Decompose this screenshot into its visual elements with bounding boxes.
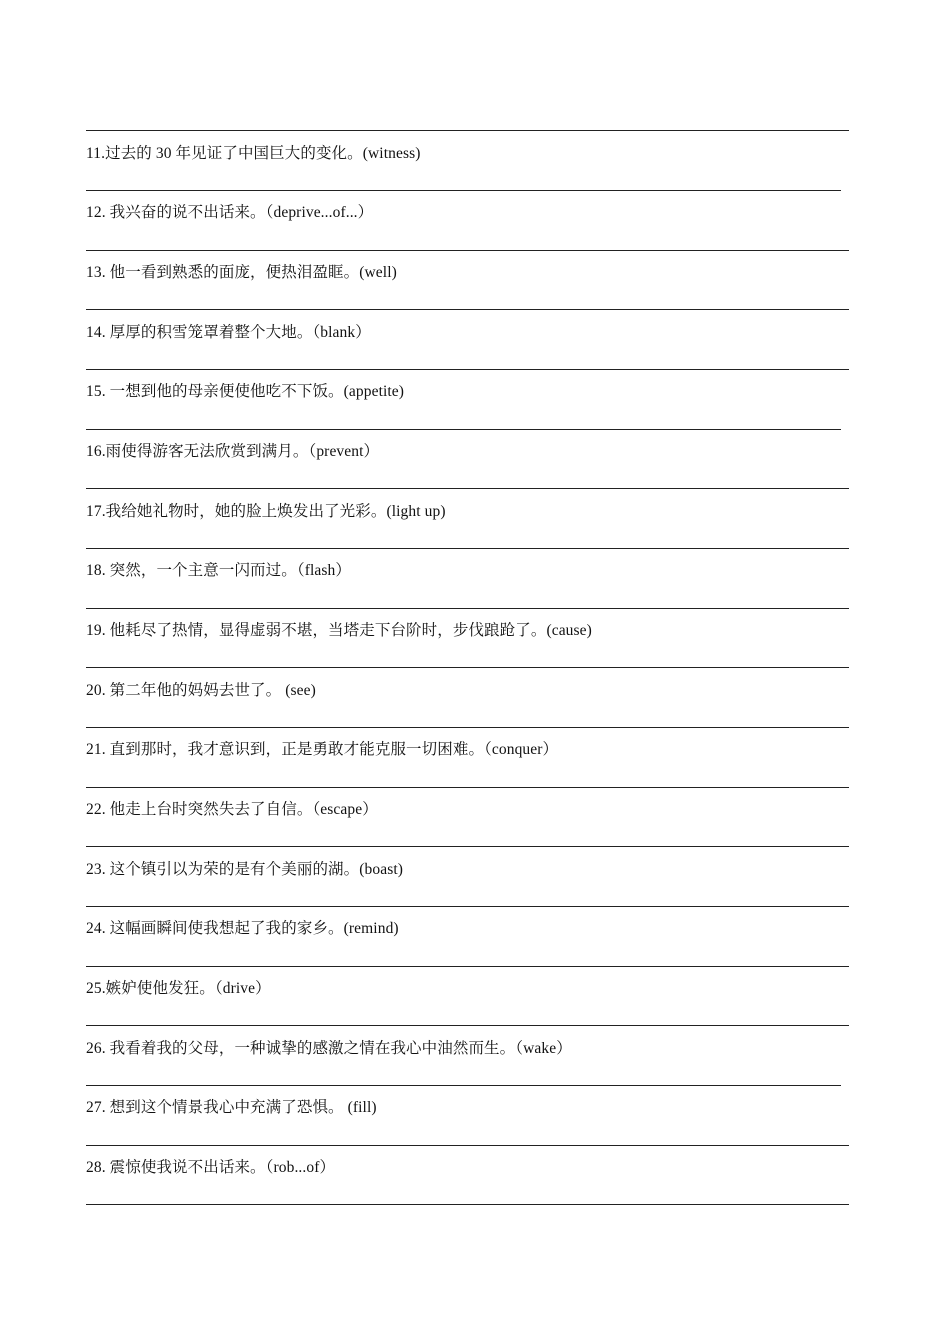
question-20: 20. 第二年他的妈妈去世了。 (see)	[86, 682, 316, 699]
answer-line	[86, 906, 849, 907]
answer-line	[86, 488, 849, 489]
answer-line	[86, 667, 849, 668]
question-19: 19. 他耗尽了热情，显得虚弱不堪，当塔走下台阶时，步伐踉跄了。(cause)	[86, 622, 592, 639]
question-16: 16.雨使得游客无法欣赏到满月。（prevent）	[86, 443, 380, 460]
question-28: 28. 震惊使我说不出话来。（rob...of）	[86, 1159, 336, 1176]
question-13: 13. 他一看到熟悉的面庞，便热泪盈眶。(well)	[86, 264, 397, 281]
answer-line	[86, 548, 849, 549]
answer-line	[86, 1025, 849, 1026]
answer-line	[86, 429, 841, 430]
answer-line	[86, 608, 849, 609]
answer-line	[86, 846, 849, 847]
question-18: 18. 突然，一个主意一闪而过。（flash）	[86, 562, 351, 579]
question-26: 26. 我看着我的父母，一种诚挚的感激之情在我心中油然而生。（wake）	[86, 1040, 572, 1057]
question-24: 24. 这幅画瞬间使我想起了我的家乡。(remind)	[86, 920, 399, 937]
question-14: 14. 厚厚的积雪笼罩着整个大地。（blank）	[86, 324, 371, 341]
answer-line	[86, 1204, 849, 1205]
question-11: 11.过去的 30 年见证了中国巨大的变化。(witness)	[86, 145, 421, 162]
question-15: 15. 一想到他的母亲便使他吃不下饭。(appetite)	[86, 383, 405, 400]
answer-line	[86, 190, 841, 191]
question-12: 12. 我兴奋的说不出话来。（deprive...of...）	[86, 204, 374, 221]
answer-line	[86, 369, 849, 370]
answer-line	[86, 1085, 841, 1086]
question-21: 21. 直到那时，我才意识到，正是勇敢才能克服一切困难。（conquer）	[86, 741, 559, 758]
question-23: 23. 这个镇引以为荣的是有个美丽的湖。(boast)	[86, 861, 403, 878]
answer-line	[86, 250, 849, 251]
answer-line	[86, 1145, 849, 1146]
answer-line	[86, 309, 849, 310]
question-27: 27. 想到这个情景我心中充满了恐惧。 (fill)	[86, 1099, 377, 1116]
question-25: 25.嫉妒使他发狂。（drive）	[86, 980, 271, 997]
answer-line	[86, 966, 849, 967]
answer-line	[86, 787, 849, 788]
question-22: 22. 他走上台时突然失去了自信。（escape）	[86, 801, 378, 818]
answer-line	[86, 727, 849, 728]
question-17: 17.我给她礼物时，她的脸上焕发出了光彩。(light up)	[86, 503, 446, 520]
answer-line	[86, 130, 849, 131]
